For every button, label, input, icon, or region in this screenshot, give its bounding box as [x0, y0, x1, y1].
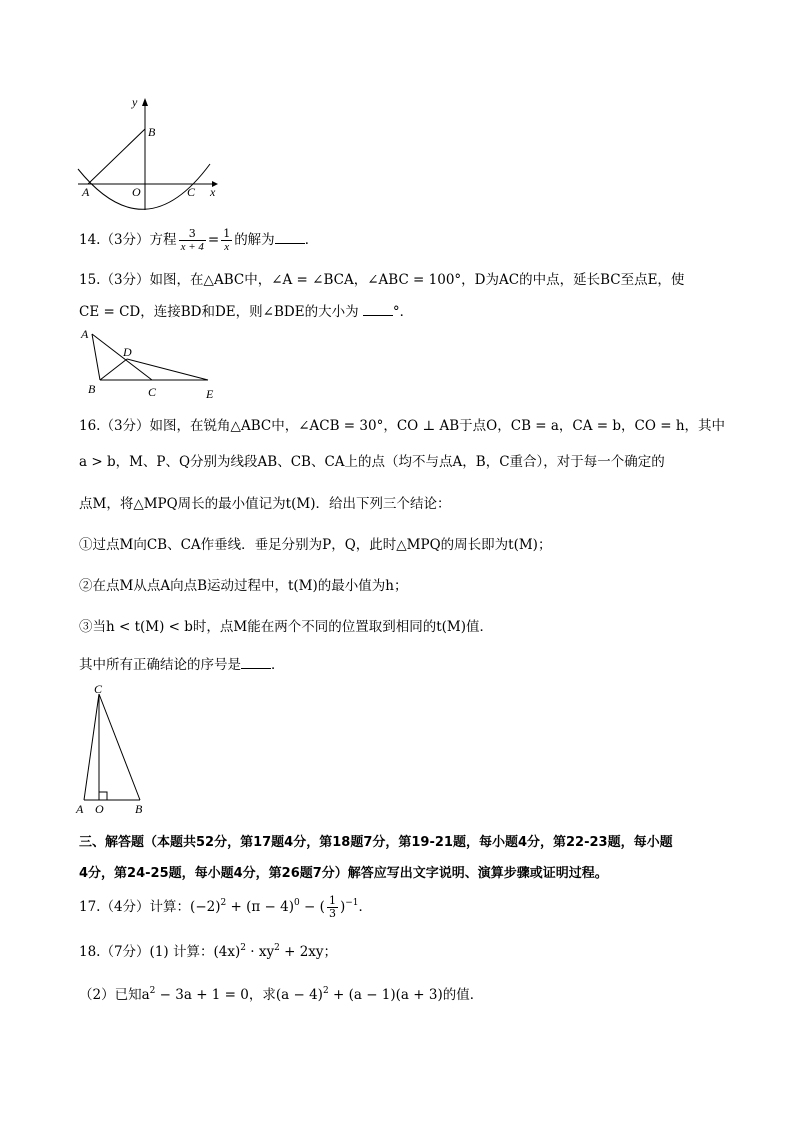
segment-ab [88, 129, 145, 184]
label-a: A [76, 802, 84, 816]
segment-ac [92, 334, 152, 380]
y-axis-arrow [142, 98, 148, 106]
segment-ab [92, 334, 100, 380]
q14-prefix: 14.（3分）方程 [79, 232, 177, 248]
label-a: A [82, 185, 90, 199]
question-15-line-1: 15.（3分）如图，在△ABC中，∠A = ∠BCA，∠ABC = 100°，D为AC的中点，延长BC至点E，使 [79, 272, 685, 288]
q16-answer-blank [241, 656, 271, 669]
segment-ac [84, 694, 99, 800]
section-3-heading-line-2: 4分，第24-25题，每小题4分，第26题7分）解答应写出文字说明、演算步骤或证明过程。 [79, 866, 608, 881]
question-15-line-2: CE = CD，连接BD和DE，则∠BDE的大小为 °． [79, 304, 414, 320]
label-b: B [135, 802, 143, 816]
question-14: 14.（3分）方程 $\frac{3}{x + 4}$ = $\frac{1}{x}$ 的解为 ． [79, 227, 319, 253]
figure-q15-triangle [75, 324, 225, 404]
q14-answer-blank [275, 231, 305, 244]
q15-answer-blank [363, 303, 393, 316]
label-c: C [148, 385, 157, 399]
figure-q16-triangle [72, 680, 162, 820]
question-16-line-1: 16.（3分）如图，在锐角△ABC中，∠ACB = 30°，CO ⊥ AB于点O，CB = a，CA = b，CO = h，其中 [79, 418, 726, 434]
q14-equals: = [207, 232, 220, 248]
label-c: C [187, 185, 196, 199]
question-16-conclusion-2: ②在点M从点A向点B运动过程中，t(M)的最小值为h； [79, 578, 408, 594]
label-o: O [132, 185, 141, 199]
question-16-ask: 其中所有正确结论的序号是 ． [79, 657, 285, 673]
q14-suffix: 的解为 [234, 232, 275, 248]
q17-fraction: $\frac{1}{3}$ [328, 894, 336, 920]
label-b: B [148, 125, 156, 139]
question-17: 17.（4分）计算：$(-2)^2 + (\pi - 4)^0$ − ( $\frac{1}{3}$ )$^{-1}$． [79, 894, 372, 920]
q14-fraction-1: $\frac{3}{x + 4}$ [180, 227, 204, 253]
label-b: B [88, 382, 96, 396]
q14-fraction-2: $\frac{1}{x}$ [223, 227, 231, 253]
label-y: y [132, 95, 138, 109]
label-d: D [123, 345, 132, 359]
label-o: O [95, 802, 104, 816]
question-16-line-2: a > b，M、P、Q分别为线段AB、CB、CA上的点（均不与点A，B，C重合），对于每一个确定的 [79, 454, 665, 470]
label-a: A [81, 327, 89, 341]
section-3-heading-line-1: 三、解答题（本题共52分，第17题4分，第18题7分，第19-21题，每小题4分，第22-23题，每小题 [79, 835, 673, 850]
question-16-conclusion-1: ①过点M向CB、CA作垂线．垂足分别为P，Q，此时△MPQ的周长即为t(M)； [79, 537, 552, 553]
segment-bd [100, 359, 127, 380]
question-18-part-1: 18.（7分）(1) 计算：$(4x)^2 \cdot xy^2 + 2xy$； [79, 943, 338, 960]
label-x: x [210, 185, 216, 199]
segment-de [127, 359, 208, 380]
right-angle-mark [99, 792, 107, 800]
label-e: E [206, 387, 214, 401]
label-c: C [94, 682, 103, 696]
question-16-line-3: 点M，将△MPQ周长的最小值记为t(M)．给出下列三个结论： [79, 496, 451, 512]
question-18-part-2: （2）已知$a^2 - 3a + 1 = 0$，求$(a - 4)^2 + (a - 1)(a + 3)$的值． [79, 986, 484, 1003]
segment-bc [99, 694, 140, 800]
figure-q13-parabola [70, 92, 230, 217]
question-16-conclusion-3: ③当h < t(M) < b时，点M能在两个不同的位置取到相同的t(M)值． [79, 619, 494, 635]
